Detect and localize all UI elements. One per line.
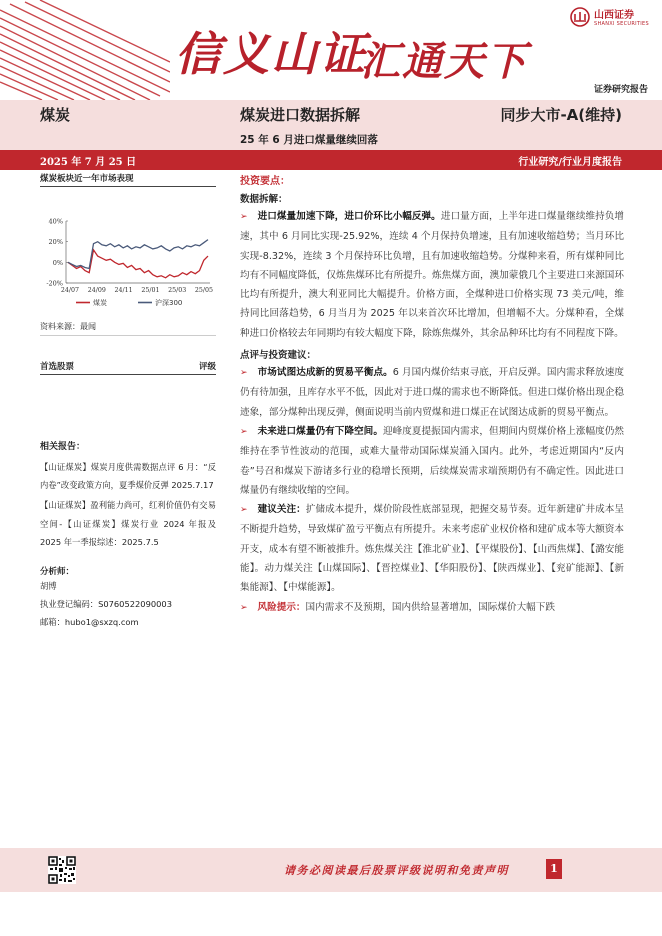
x-tick-label: 24/11 xyxy=(114,287,133,294)
left-sidebar xyxy=(40,172,216,631)
slogan-part1: 信义山证 xyxy=(175,27,367,81)
paragraph-text: 6 月国内煤价结束寻底，开启反弹。国内需求释放速度仍有待加强，且库存水平不低，因此对于进口煤的需求也不断降低。但进口煤价格出现企稳迹象，部分煤种出现反弹，侧面说明当前内贸煤和进口煤正在试图达成新的贸易平衡点。 xyxy=(240,367,624,418)
bullet-arrow-icon: ➢ xyxy=(240,212,248,222)
main-content xyxy=(240,172,624,618)
report-title: 煤炭进口数据拆解 xyxy=(240,106,361,124)
related-report-link[interactable]: 【山证煤炭】煤炭月度供需数据点评 6 月：“反内卷”改变政策方向，夏季煤价反弹 2025.7.17 xyxy=(40,462,216,491)
qr-code-icon xyxy=(48,856,76,884)
bullet-arrow-icon: ➢ xyxy=(240,426,248,437)
y-tick-label: 0% xyxy=(52,258,63,267)
paragraph-text: 进口量方面，上半年进口煤量继续维持负增速，其中 6 月同比实现-25.92%，连续 4 个月保持负增速，且有加速收缩趋势；当月环比实现-8.32%，连续 3 个月保持环比负增，且有加速收缩趋势。分煤种来看，所有煤种同比均有不同幅度降低，仅炼焦煤环比有所提升。炼焦煤方面，澳加蒙俄几个主要进口来源国环比均有所提升，澳大利亚同比大幅提升。价格方面，全煤种进口价格实现 73 美元/吨，维持同比回落趋势，6 月当月为 2025 年以来首次环比增加，但增幅不大。分煤种看，全煤种进口价格较去年同期均有较大幅度下降，除炼焦煤外，其余品种环比均有不同程度下降。 xyxy=(240,211,625,339)
analyst-license: 执业登记编码：S0760522090003 xyxy=(40,599,172,610)
top-picks-header xyxy=(40,360,216,375)
invest-points-heading: 投资要点： xyxy=(240,176,290,187)
footer-disclaimer: 请务必阅读最后股票评级说明和免责声明 xyxy=(284,864,509,877)
related-reports-title: 相关报告： xyxy=(40,442,86,452)
report-date: 2025 年 7 月 25 日 xyxy=(40,157,137,168)
date-bar xyxy=(0,150,662,170)
report-category: 行业研究/行业月度报告 xyxy=(518,157,622,168)
company-name-cn: 山西证券 xyxy=(594,10,634,21)
chart-svg xyxy=(40,187,216,317)
company-logo xyxy=(570,6,649,27)
market-performance-chart xyxy=(40,187,216,317)
paragraph-recommendations xyxy=(240,500,624,597)
company-name-en: SHANXI SECURITIES xyxy=(594,21,649,27)
page-number: 1 xyxy=(546,859,562,879)
header-banner xyxy=(0,0,662,100)
analyst-title: 分析师： xyxy=(40,567,75,578)
paragraph-risk-warning xyxy=(240,598,624,618)
paragraph-text: 扩储成本提升，煤价阶段性底部显现，把握交易节奏。近年新建矿井成本呈不断提升趋势，导致煤矿盈亏平衡点有所提升。未来考虑矿业权价格和建矿成本等大额资本开支，成本有望不断被推升。炼焦煤关注【淮北矿业】、【平煤股份】、【山西焦煤】、【潞安能能】。动力煤关注【山煤国际】、【晋控煤业】、【华阳股份】、【陕西煤业】、【兖矿能源】、【新集能源】、【中煤能源】。 xyxy=(240,504,625,594)
review-section-heading: 点评与投资建议： xyxy=(240,350,317,362)
industry-rating: 同步大市-A(维持) xyxy=(500,106,622,124)
paragraph-lead: 市场试图达成新的贸易平衡点。 xyxy=(257,367,393,379)
top-picks-label: 首选股票 xyxy=(40,362,75,372)
x-tick-label: 24/07 xyxy=(60,287,80,294)
bullet-arrow-icon: ➢ xyxy=(240,368,248,379)
sector-label: 煤炭 xyxy=(40,106,71,124)
y-tick-label: -20% xyxy=(46,279,63,288)
paragraph-future-imports xyxy=(240,422,624,500)
related-report-link[interactable]: 【山证煤炭】盈利能力尚可，红利价值仍有交易空间-【山证煤炭】煤炭行业 2024 年报及 2025 年一季报综述：2025.7.5 xyxy=(40,500,216,547)
paragraph-lead: 风险提示： xyxy=(257,601,306,613)
paragraph-lead: 建议关注： xyxy=(257,504,306,516)
y-tick-label: 40% xyxy=(48,217,63,226)
y-tick-label: 20% xyxy=(48,238,63,247)
x-tick-label: 25/01 xyxy=(141,287,160,294)
related-reports-list xyxy=(40,458,216,551)
paragraph-lead: 进口煤量加速下降，进口价环比小幅反弹。 xyxy=(257,211,441,222)
series-line xyxy=(68,240,208,269)
paragraph-lead: 未来进口煤量仍有下降空间。 xyxy=(257,425,383,437)
x-tick-label: 25/03 xyxy=(168,287,187,294)
analyst-name: 胡博 xyxy=(40,581,57,592)
data-section-heading: 数据拆解： xyxy=(240,194,288,205)
paragraph-trade-balance xyxy=(240,363,624,422)
chart-title: 煤炭板块近一年市场表现 xyxy=(40,172,216,187)
report-subtitle: 25 年 6 月进口煤量继续回落 xyxy=(240,134,378,146)
decorative-stripes xyxy=(0,0,170,100)
x-tick-label: 24/09 xyxy=(87,287,106,294)
chart-source: 资料来源：最闻 xyxy=(40,321,216,336)
company-logo-icon xyxy=(570,7,590,27)
bullet-arrow-icon: ➢ xyxy=(240,505,248,516)
paragraph-text: 国内需求不及预期，国内供给显著增加，国际煤价大幅下跌 xyxy=(305,601,555,613)
paragraph-text: 迎峰度夏提振国内需求，但期间内贸煤价格上涨幅度仍然维持在季节性波动的范围，或难大量带动国际煤炭涌入国内。此外，考虑近期国内“反内卷”号召和煤炭下游诸多行业的稳增长预期，后续煤炭需求端预期仍有不确定性。因此进口煤量仍有继续收缩的空间。 xyxy=(240,425,625,496)
top-picks-rating-label: 评级 xyxy=(198,362,216,372)
paragraph-import-volume xyxy=(240,207,624,343)
x-tick-label: 25/05 xyxy=(194,287,214,294)
bullet-arrow-icon: ➢ xyxy=(240,602,248,613)
report-type: 证券研究报告 xyxy=(593,85,648,95)
analyst-email[interactable]: 邮箱：hubo1@sxzq.com xyxy=(40,617,139,628)
slogan-part2: 汇通天下 xyxy=(360,38,528,85)
legend-label: 沪深300 xyxy=(155,299,183,307)
series-line xyxy=(68,250,208,278)
legend-label: 煤炭 xyxy=(93,299,107,307)
